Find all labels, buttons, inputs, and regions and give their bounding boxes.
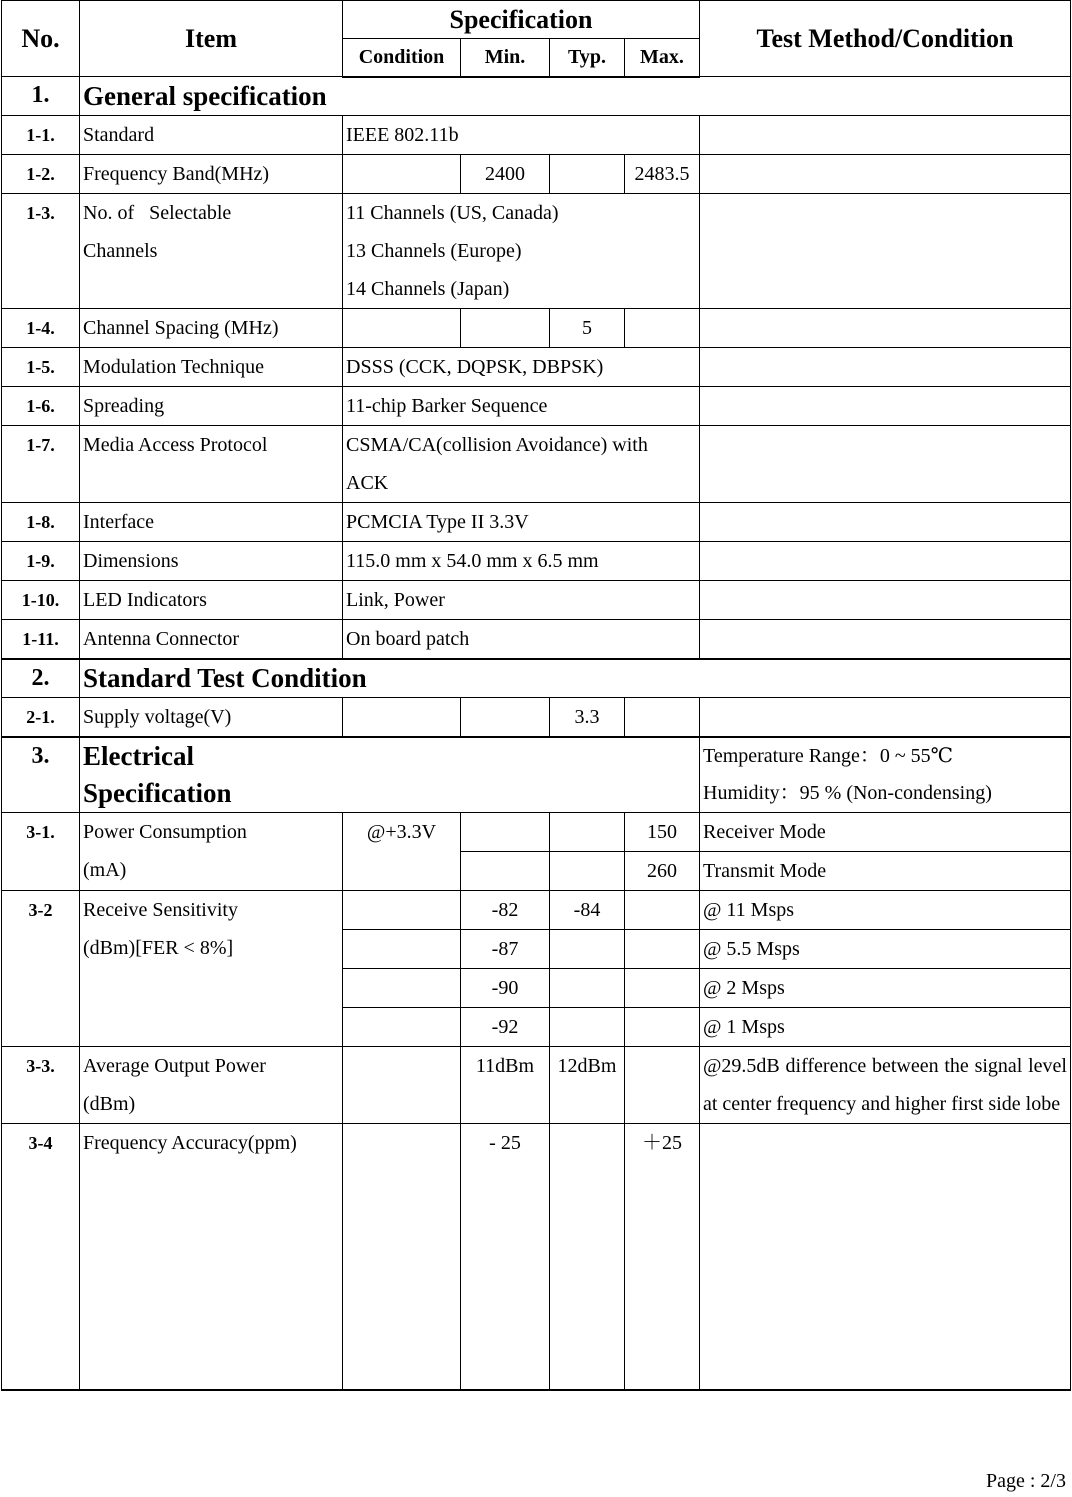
row-item: Modulation Technique: [80, 347, 343, 386]
row-method: [700, 697, 1071, 737]
row-method: [700, 154, 1071, 193]
row-method: [700, 619, 1071, 659]
section-number: 1.: [2, 77, 80, 116]
row-typ: 12dBm: [550, 1046, 625, 1123]
row-method: [700, 1123, 1071, 1390]
row-max: 150: [625, 812, 700, 851]
header-no: No.: [2, 1, 80, 77]
table-row: [2, 580, 1071, 619]
table-row: [2, 386, 1071, 425]
row-number: 3-3.: [2, 1046, 80, 1123]
row-item: Spreading: [80, 386, 343, 425]
row-condition: [343, 968, 461, 1007]
item-line: No. of Selectable: [83, 201, 232, 224]
row-condition: @+3.3V: [343, 812, 461, 890]
row-max: [625, 968, 700, 1007]
item-line: Average Output Power: [83, 1054, 266, 1077]
header-typ: Typ.: [550, 39, 625, 77]
row-method: [700, 580, 1071, 619]
table-row: [2, 154, 1071, 193]
row-method: [700, 308, 1071, 347]
row-method: @29.5dB difference between the signal level at center frequency and higher first side lobe: [700, 1046, 1071, 1123]
row-min: - 25: [461, 1123, 550, 1390]
row-method: [700, 425, 1071, 502]
value-line: 11 Channels (US, Canada): [346, 201, 559, 224]
row-value: [343, 425, 700, 502]
row-number: 1-6.: [2, 386, 80, 425]
row-max: [625, 1046, 700, 1123]
row-typ: [550, 1123, 625, 1390]
row-typ: [550, 154, 625, 193]
value-line: 13 Channels (Europe): [346, 239, 522, 262]
table-row: [2, 115, 1071, 154]
row-method: [700, 541, 1071, 580]
value-line: ACK: [346, 471, 389, 494]
section-number: 2.: [2, 659, 80, 698]
row-item: Dimensions: [80, 541, 343, 580]
row-max: [625, 308, 700, 347]
row-number: 3-4: [2, 1123, 80, 1390]
section-title: [80, 737, 700, 813]
row-min: -90: [461, 968, 550, 1007]
table-row: [2, 697, 1071, 737]
table-row: [2, 812, 1071, 851]
row-value: PCMCIA Type II 3.3V: [343, 502, 700, 541]
header-condition: Condition: [343, 39, 461, 77]
row-method: @ 5.5 Msps: [700, 929, 1071, 968]
row-item: Antenna Connector: [80, 619, 343, 659]
row-number: 1-1.: [2, 115, 80, 154]
header-test-method: Test Method/Condition: [700, 1, 1071, 77]
row-typ: [550, 1007, 625, 1046]
row-min: [461, 697, 550, 737]
row-min: -87: [461, 929, 550, 968]
row-item: Channel Spacing (MHz): [80, 308, 343, 347]
row-min: [461, 851, 550, 890]
row-number: 1-3.: [2, 193, 80, 308]
row-method: [700, 502, 1071, 541]
method-line: Humidity：95 % (Non-condensing): [703, 781, 992, 804]
row-item: LED Indicators: [80, 580, 343, 619]
row-value: 115.0 mm x 54.0 mm x 6.5 mm: [343, 541, 700, 580]
table-row: [2, 502, 1071, 541]
row-number: 3-1.: [2, 812, 80, 890]
row-method: Receiver Mode: [700, 812, 1071, 851]
table-row: [2, 1123, 1071, 1390]
header-min: Min.: [461, 39, 550, 77]
table-row: [2, 541, 1071, 580]
section-title: Standard Test Condition: [80, 659, 1071, 698]
row-min: 2400: [461, 154, 550, 193]
row-condition: [343, 890, 461, 929]
row-number: 1-8.: [2, 502, 80, 541]
row-condition: [343, 154, 461, 193]
row-method: [700, 347, 1071, 386]
row-value: [343, 193, 700, 308]
item-line: Power Consumption: [83, 820, 247, 843]
row-item: Interface: [80, 502, 343, 541]
row-method: @ 11 Msps: [700, 890, 1071, 929]
row-min: 11dBm: [461, 1046, 550, 1123]
row-typ: [550, 929, 625, 968]
row-method: [700, 193, 1071, 308]
row-min: -82: [461, 890, 550, 929]
row-typ: [550, 851, 625, 890]
table-row: [2, 1046, 1071, 1123]
row-condition: [343, 929, 461, 968]
table-row: [2, 193, 1071, 308]
section-title: General specification: [80, 77, 1071, 116]
row-max: 260: [625, 851, 700, 890]
row-item: [80, 812, 343, 890]
row-method: [700, 115, 1071, 154]
row-value: On board patch: [343, 619, 700, 659]
item-line: Channels: [83, 239, 158, 262]
row-max: [625, 1007, 700, 1046]
table-row: [2, 425, 1071, 502]
item-line: (dBm)[FER < 8%]: [83, 936, 234, 959]
row-item: Supply voltage(V): [80, 697, 343, 737]
row-typ: [550, 812, 625, 851]
section-title-line: Electrical: [83, 740, 194, 771]
row-number: 1-9.: [2, 541, 80, 580]
method-line: Temperature Range：0 ~ 55℃: [703, 744, 954, 767]
row-number: 1-4.: [2, 308, 80, 347]
row-item: Standard: [80, 115, 343, 154]
row-number: 1-10.: [2, 580, 80, 619]
header-max: Max.: [625, 39, 700, 77]
row-max: [625, 890, 700, 929]
row-typ: 3.3: [550, 697, 625, 737]
row-typ: [550, 968, 625, 1007]
row-condition: [343, 1046, 461, 1123]
row-item: [80, 1046, 343, 1123]
row-typ: -84: [550, 890, 625, 929]
row-min: -92: [461, 1007, 550, 1046]
row-max: [625, 697, 700, 737]
row-method: [700, 386, 1071, 425]
row-number: 3-2: [2, 890, 80, 1046]
row-value: IEEE 802.11b: [343, 115, 700, 154]
table-row: [2, 890, 1071, 929]
section-number: 3.: [2, 737, 80, 813]
row-typ: 5: [550, 308, 625, 347]
row-value: 11-chip Barker Sequence: [343, 386, 700, 425]
table-row: [2, 347, 1071, 386]
row-value: DSSS (CCK, DQPSK, DBPSK): [343, 347, 700, 386]
row-condition: [343, 308, 461, 347]
item-line: (mA): [83, 858, 127, 881]
section-method: [700, 737, 1071, 813]
section-title-line: Specification: [83, 777, 232, 808]
row-number: 1-11.: [2, 619, 80, 659]
table-row: [2, 619, 1071, 659]
row-condition: [343, 697, 461, 737]
row-condition: [343, 1123, 461, 1390]
row-max: [625, 929, 700, 968]
row-item: [80, 193, 343, 308]
specification-table: [1, 0, 1071, 1391]
header-specification: Specification: [343, 1, 700, 39]
value-line: 14 Channels (Japan): [346, 277, 510, 300]
header-item: Item: [80, 1, 343, 77]
row-min: [461, 812, 550, 851]
row-method: @ 1 Msps: [700, 1007, 1071, 1046]
row-max: 2483.5: [625, 154, 700, 193]
item-line: (dBm): [83, 1092, 136, 1115]
row-min: [461, 308, 550, 347]
row-item: Frequency Accuracy(ppm): [80, 1123, 343, 1390]
page-number: Page : 2/3: [986, 1470, 1066, 1492]
table-row: [2, 308, 1071, 347]
row-condition: [343, 1007, 461, 1046]
row-item: Media Access Protocol: [80, 425, 343, 502]
row-method: Transmit Mode: [700, 851, 1071, 890]
row-method: @ 2 Msps: [700, 968, 1071, 1007]
row-number: 2-1.: [2, 697, 80, 737]
value-line: CSMA/CA(collision Avoidance) with: [346, 433, 648, 456]
row-item: [80, 890, 343, 1046]
row-number: 1-7.: [2, 425, 80, 502]
row-max: ＋25: [625, 1123, 700, 1390]
row-item: Frequency Band(MHz): [80, 154, 343, 193]
row-value: Link, Power: [343, 580, 700, 619]
row-number: 1-5.: [2, 347, 80, 386]
row-number: 1-2.: [2, 154, 80, 193]
item-line: Receive Sensitivity: [83, 898, 238, 921]
